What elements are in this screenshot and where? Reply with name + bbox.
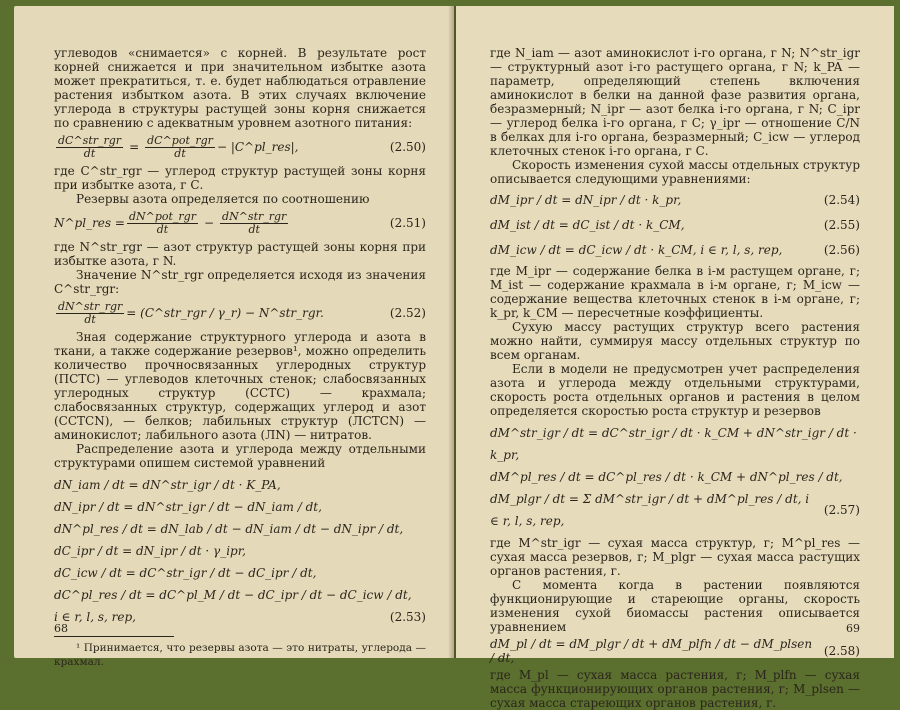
- left-para-4: где N^str_rgr — азот структур растущей зоны корня при избытке азота, г N.: [54, 240, 426, 268]
- footnote-rule: [54, 636, 174, 637]
- right-para-3: где M_ipr — содержание белка в i-м растущем органе, г; M_ist — содержание крахмала в i-м органе, г; M_icw — содержание вещества клеточных стенок в i-м органе, г; k_pr, k_CM — пересчетные коэффициенты.: [490, 264, 860, 320]
- eq250-lhs-num: dC^str_rgr: [58, 133, 122, 147]
- eq251-lhs: N^pl_res =: [54, 216, 125, 230]
- eq252-rhs: = (C^str_rgr / γ_r) − N^str_rgr.: [126, 306, 324, 320]
- equation-2-52: [54, 299, 426, 327]
- equation-2-54: [490, 189, 860, 211]
- left-para-1: углеводов «снимается» с корней. В результате рост корней снижается и при значительном избытке азота может прекратиться, т. е. будет наблюдаться отравление растения избытком азота. В этих случаях включение углерода в структуры растущей зоны корня снижается по сравнению с адекватным уровнем азотного питания:: [54, 46, 426, 130]
- right-page: [456, 6, 894, 710]
- eq254-body: dM_ipr / dt = dN_ipr / dt · k_pr,: [490, 193, 682, 207]
- left-para-6: Зная содержание структурного углерода и азота в ткани, а также содержание резервов¹, можно определить количество прочносвязанных углеродных структур (ПСТС) — углеводов клеточных стенок; слабосвязанных углеродных структур (ССТС) — крахмала; слабосвязанных структур, содержащих углерод и азот (ССТСN), — белков; лабильных структур (ЛСТСN) — аминокислот; лабильного азота (ЛN) — нитратов.: [54, 330, 426, 442]
- equation-number-2-50: (2.50): [389, 140, 426, 154]
- equation-2-50-body: $\frac{\text{dC\textasciicircum{}str\_rgr}}{dt}$ = $\frac{\text{dC\textasciicircum{}pot\_rgr}}{dt}$ − |C^pl_res|,: [58, 133, 299, 160]
- right-para-2: Скорость изменения сухой массы отдельных структур описывается следующими уравнениями:: [490, 158, 860, 186]
- sys257-line: dM_plgr / dt = Σ dM^str_igr / dt + dM^pl_res / dt, i ∈ r, l, s, rep,: [490, 492, 810, 528]
- equation-2-58: [490, 637, 860, 665]
- equation-number-2-52: (2.52): [389, 306, 426, 320]
- left-para-3: Резервы азота определяется по соотношению: [76, 192, 370, 206]
- right-para-6: где M^str_igr — сухая масса структур, г; M^pl_res — сухая масса резервов, г; M_plgr — сухая масса растущих органов растения, г.: [490, 536, 860, 578]
- equation-number-2-53: (2.53): [389, 610, 426, 624]
- equation-system-2-53: [54, 474, 426, 628]
- eq251-a-num: dN^pot_rgr: [128, 209, 196, 223]
- page-number-right: 69: [846, 622, 860, 635]
- eq252-lhs-num: dN^str_rgr: [58, 299, 123, 313]
- left-page: [14, 6, 454, 668]
- equation-number-2-54: (2.54): [823, 193, 860, 207]
- sys257-line: dM^pl_res / dt = dC^pl_res / dt · k_CM + dN^pl_res / dt,: [490, 470, 843, 484]
- sys253-line: dC_ipr / dt = dN_ipr / dt · γ_ipr,: [54, 544, 246, 558]
- equation-system-2-57: [490, 422, 860, 532]
- eq250-den-2: dt: [174, 146, 186, 160]
- footnote: ¹ Принимается, что резервы азота — это нитраты, углерода — крахмал.: [54, 642, 426, 668]
- equation-2-51: N^pl_res = $\frac{\text{dN\textasciicircum{}pot\_rgr}}{dt}$ − $\frac{\text{dN\textasciicircum{}str\_rgr}}{dt}$ (2.51): [54, 209, 426, 236]
- left-para-7: Распределение азота и углерода между отдельными структурами опишем системой уравнений: [54, 442, 426, 470]
- equation-2-55: [490, 214, 860, 236]
- equation-number-2-56: (2.56): [823, 243, 860, 257]
- eq256-body: dM_icw / dt = dC_icw / dt · k_CM, i ∈ r, l, s, rep,: [490, 243, 783, 257]
- left-para-5: Значение N^str_rgr определяется исходя из значения C^str_rgr:: [54, 268, 426, 296]
- eq251-b-num: dN^str_rgr: [222, 209, 287, 223]
- eq251-den: dt: [156, 222, 169, 236]
- equation-number-2-55: (2.55): [823, 218, 860, 232]
- page-number-left: 68: [54, 622, 68, 635]
- right-para-4: Сухую массу растущих структур всего растения можно найти, суммируя массу отдельных структур по всем органам.: [490, 320, 860, 362]
- sys253-line: dN^pl_res / dt = dN_lab / dt − dN_iam / dt − dN_ipr / dt,: [54, 522, 404, 536]
- eq250-den: dt: [83, 146, 96, 160]
- equation-number-2-57: (2.57): [823, 503, 860, 517]
- sys253-tail: i ∈ r, l, s, rep,: [54, 610, 136, 624]
- right-para-7: С момента когда в растении появляются функционирующие и стареющие органы, скорость изменения сухой биомассы растения описывается уравнением: [490, 578, 860, 634]
- equation-2-56: [490, 239, 860, 261]
- eq258-body: dM_pl / dt = dM_plgr / dt + dM_plfn / dt − dM_plsen / dt,: [490, 637, 813, 665]
- right-para-1: где N_iam — азот аминокислот i-го органа, г N; N^str_igr — структурный азот i-го растущего органа, г N; k_PA — параметр, определяющий степень включения аминокислот в белки на данной фазе развития органа, безразмерный; N_ipr — азот белка i-го органа, г N; C_ipr — углерод белка i-го органа, г С; γ_ipr — отношение C/N в белках для i-го органа, безразмерный; C_icw — углерод клеточных стенок i-го органа, г С.: [490, 46, 860, 158]
- left-column: [54, 46, 426, 669]
- equation-number-2-58: (2.58): [823, 644, 860, 658]
- sys253-line: dC^pl_res / dt = dC^pl_M / dt − dC_ipr / dt − dC_icw / dt,: [54, 588, 412, 602]
- eq250-tail: − |C^pl_res|,: [216, 140, 299, 154]
- equation-2-50: [54, 133, 426, 161]
- right-para-8: где M_pl — сухая масса растения, г; M_plfn — сухая масса функционирующих органов растения, г; M_plsen — сухая масса стареющих органов растения, г.: [490, 668, 860, 710]
- sys253-line: dN_ipr / dt = dN^str_igr / dt − dN_iam / dt,: [54, 500, 322, 514]
- right-column: [490, 46, 860, 710]
- sys257-line: dM^str_igr / dt = dC^str_igr / dt · k_CM + dN^str_igr / dt · k_pr,: [490, 426, 857, 462]
- eq250-rhs-num: dC^pot_rgr: [147, 133, 213, 147]
- equation-number-2-51: (2.51): [389, 216, 426, 230]
- left-para-2: где C^str_rgr — углерод структур растущей зоны корня при избытке азота, г С.: [54, 164, 426, 192]
- eq252-den: dt: [84, 312, 96, 326]
- eq255-body: dM_ist / dt = dC_ist / dt · k_CM,: [490, 218, 685, 232]
- sys253-line: dC_icw / dt = dC^str_igr / dt − dC_ipr / dt,: [54, 566, 317, 580]
- right-para-5: Если в модели не предусмотрен учет распределения азота и углерода между отдельными структурами, скорость роста отдельных органов и растения в целом определяется скоростью роста структур и резервов: [490, 362, 860, 418]
- eq251-den-2: dt: [248, 222, 260, 236]
- sys253-line: dN_iam / dt = dN^str_igr / dt · K_PA,: [54, 478, 281, 492]
